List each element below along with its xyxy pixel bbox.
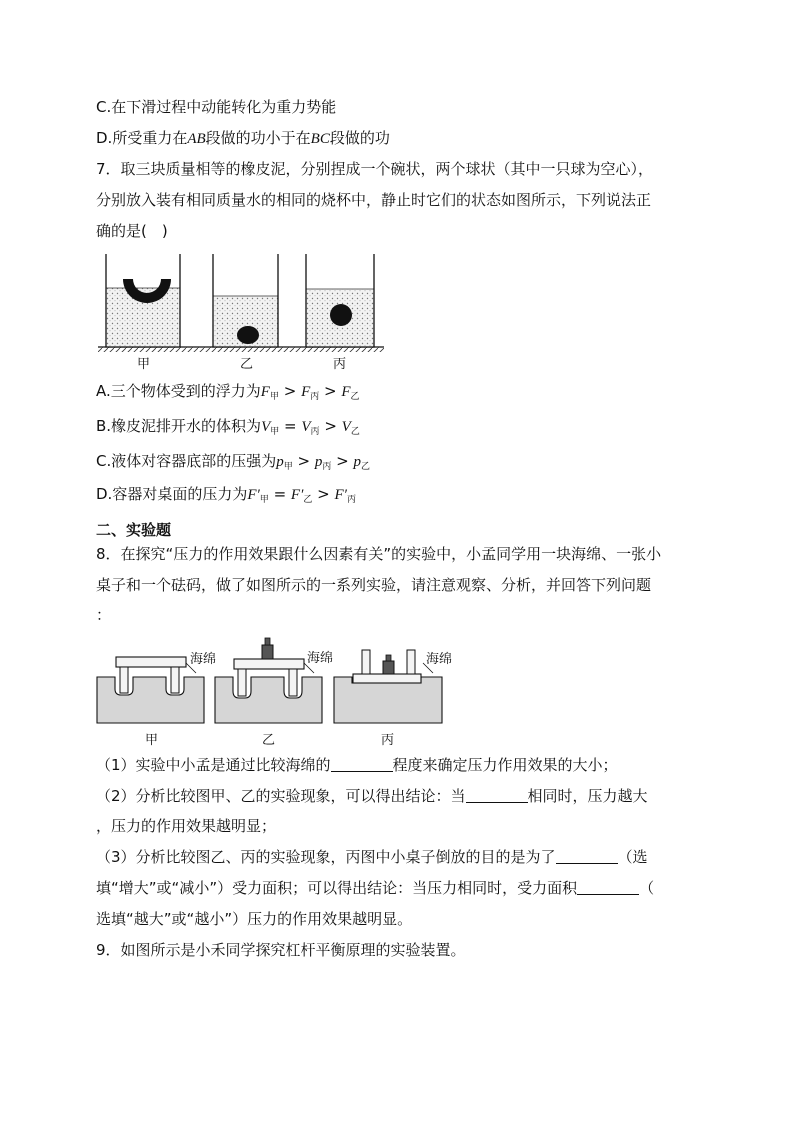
q8-part3-line2	[96, 878, 654, 898]
subscript: 甲	[270, 427, 280, 437]
q6-option-d-text: 段做的功小于在	[205, 129, 311, 147]
label-bing: 丙	[333, 357, 347, 372]
operator: >	[331, 452, 354, 470]
setup-yi	[215, 638, 322, 723]
answer-blank[interactable]	[556, 849, 618, 864]
beaker-bing	[306, 254, 374, 347]
q8-part3	[96, 847, 648, 867]
subscript: 丙	[310, 427, 320, 437]
hollow-ball	[330, 304, 352, 326]
symbol-f: F	[301, 384, 311, 400]
q6-option-d	[96, 128, 390, 149]
beaker-jia	[106, 254, 180, 347]
label-bing: 丙	[381, 733, 395, 748]
table-top	[116, 657, 186, 667]
operator: >	[319, 382, 342, 400]
operator: >	[319, 417, 342, 435]
segment-bc: BC	[310, 131, 330, 147]
subscript: 乙	[350, 427, 360, 437]
symbol-v: V	[301, 419, 311, 435]
q6-option-d-text: 段做的功	[329, 129, 390, 147]
q7-option-c	[96, 451, 370, 477]
weight-knob	[386, 655, 391, 661]
q8-part2	[96, 786, 648, 806]
subscript: 乙	[361, 462, 371, 472]
symbol-f-prime: F′	[290, 487, 304, 503]
q8-part1	[96, 755, 618, 775]
table-hatch	[98, 347, 384, 352]
part-text: （选	[617, 848, 648, 866]
part-text: 填“增大”或“减小”）受力面积；可以得出结论：当压力相同时，受力面积	[96, 879, 578, 897]
q7-stem-line3: 确的是( )	[96, 222, 168, 240]
symbol-v: V	[341, 419, 351, 435]
symbol-f: F	[341, 384, 351, 400]
operator: =	[279, 417, 302, 435]
part-text: （	[639, 879, 655, 897]
symbol-p: p	[276, 454, 284, 470]
subscript: 甲	[259, 495, 269, 505]
q6-option-d-text: D.所受重力在	[96, 129, 188, 147]
option-text: C.液体对容器底部的压强为	[96, 452, 277, 470]
part-text: （1）实验中小孟是通过比较海绵的	[96, 756, 331, 774]
q9-stem-line1: 9．如图所示是小禾同学探究杠杆平衡原理的实验装置。	[96, 941, 466, 959]
solid-ball	[237, 326, 259, 344]
label-yi: 乙	[240, 357, 254, 372]
subscript: 丙	[346, 495, 356, 505]
q6-option-c: C.在下滑过程中动能转化为重力势能	[96, 98, 337, 116]
label-yi: 乙	[262, 733, 276, 748]
q8-part2-line2: ，压力的作用效果越明显；	[96, 817, 277, 835]
q8-part3-line3: 选填“越大”或“越小”）压力的作用效果越明显。	[96, 910, 413, 928]
table-leg	[238, 669, 246, 696]
q8-sponge-figure	[96, 633, 456, 727]
q7-option-d	[96, 484, 356, 510]
q8-stem-line1: 8．在探究“压力的作用效果跟什么因素有关”的实验中，小孟同学用一块海绵、一张小	[96, 545, 662, 563]
symbol-p: p	[314, 454, 323, 470]
table-top	[234, 659, 304, 669]
weight-knob	[265, 638, 270, 645]
symbol-v: V	[261, 419, 271, 435]
part-text: （2）分析比较图甲、乙的实验现象，可以得出结论：当	[96, 787, 466, 805]
subscript: 丙	[322, 462, 332, 472]
subscript: 丙	[310, 392, 320, 402]
answer-blank[interactable]	[577, 880, 639, 895]
beaker-yi	[213, 254, 278, 347]
q7-stem-line2: 分别放入装有相同质量水的相同的烧杯中，静止时它们的状态如图所示，下列说法正	[96, 191, 652, 209]
part-text: 相同时，压力越大	[527, 787, 648, 805]
table-leg	[171, 667, 179, 693]
operator: >	[292, 452, 315, 470]
label-jia: 甲	[145, 733, 159, 748]
operator: =	[268, 485, 291, 503]
q7-stem-line1: 7．取三块质量相等的橡皮泥，分别捏成一个碗状，两个球状（其中一只球为空心），	[96, 160, 654, 178]
sponge-label-jia: 海绵	[190, 652, 217, 667]
weight	[383, 661, 394, 674]
subscript: 乙	[350, 392, 360, 402]
option-text: D.容器对桌面的压力为	[96, 485, 248, 503]
table-leg	[120, 667, 128, 693]
sponge-label-bing: 海绵	[426, 652, 453, 667]
answer-blank[interactable]	[331, 757, 393, 772]
option-text: B.橡皮泥排开水的体积为	[96, 417, 262, 435]
symbol-f: F	[260, 384, 270, 400]
table-leg	[289, 669, 297, 696]
part-text: （3）分析比较图乙、丙的实验现象，丙图中小桌子倒放的目的是为了	[96, 848, 556, 866]
q8-stem-line2: 桌子和一个砝码，做了如图所示的一系列实验，请注意观察、分析，并回答下列问题	[96, 576, 652, 594]
operator: >	[278, 382, 302, 400]
part-text: 程度来确定压力作用效果的大小；	[392, 756, 618, 774]
segment-ab: AB	[187, 131, 206, 147]
subscript: 乙	[303, 495, 313, 505]
q8-stem-line3: ：	[96, 606, 112, 624]
q7-option-b	[96, 416, 360, 442]
answer-blank[interactable]	[466, 788, 528, 803]
section-heading: 二、实验题	[96, 521, 172, 539]
subscript: 甲	[269, 392, 279, 402]
weight	[262, 645, 273, 659]
sponge-label-yi: 海绵	[307, 651, 334, 666]
table-leg	[407, 650, 415, 674]
q7-option-a	[96, 381, 360, 407]
symbol-f-prime: F′	[247, 487, 260, 503]
setup-jia	[97, 657, 204, 723]
symbol-p: p	[353, 454, 361, 470]
operator: >	[312, 485, 335, 503]
subscript: 甲	[283, 462, 293, 472]
label-jia: 甲	[137, 357, 151, 372]
table-top-inverted	[353, 674, 421, 683]
option-text: A.三个物体受到的浮力为	[96, 382, 261, 400]
symbol-f-prime: F′	[334, 487, 347, 503]
table-leg	[362, 650, 370, 674]
